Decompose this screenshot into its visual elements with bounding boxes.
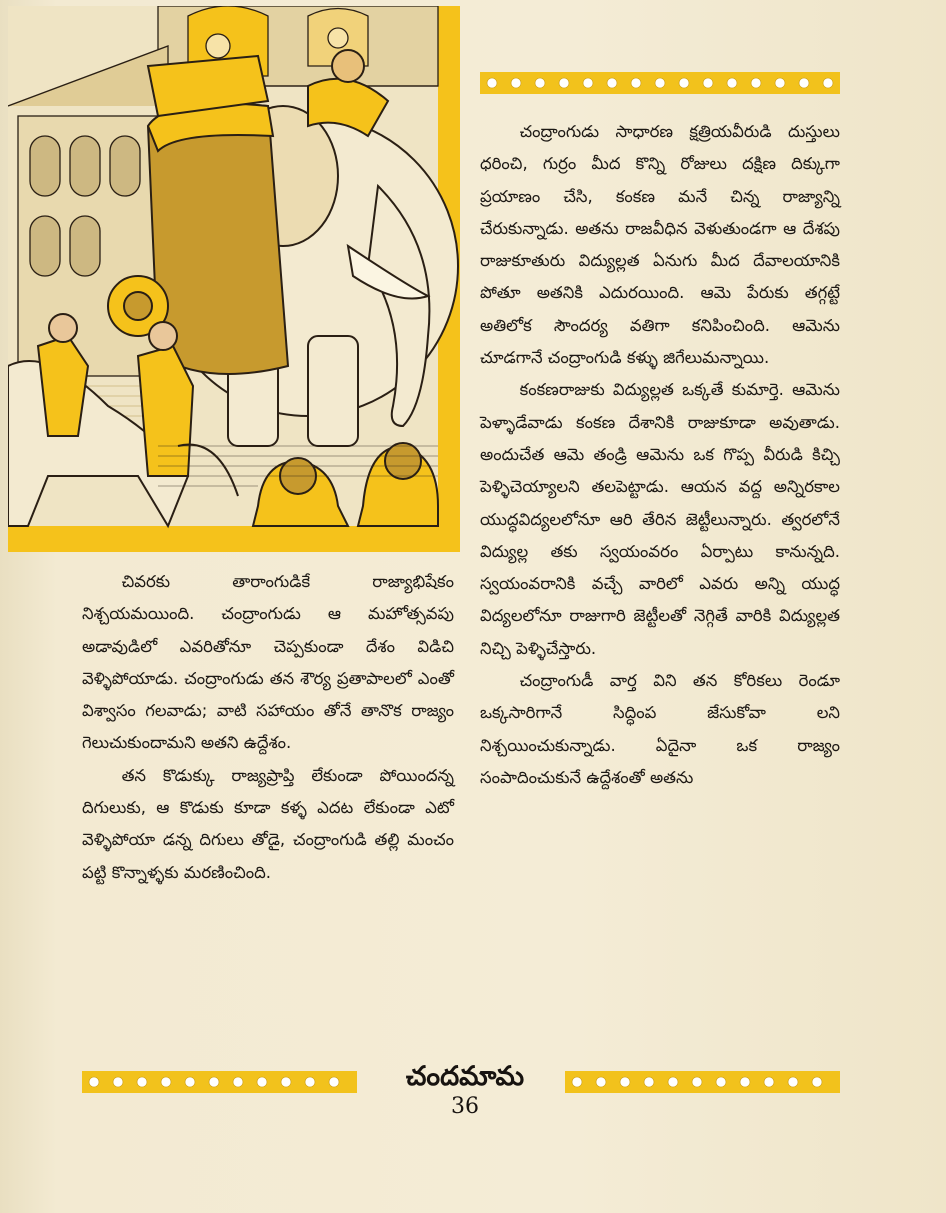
top-decorative-border — [480, 72, 840, 94]
right-paragraph-2: కంకణరాజుకు విద్యుల్లత ఒక్కతే కుమార్తె. ఆమెను పెళ్ళాడేవాడు కంకణ దేశానికి రాజుకూడా అవుతాడు. అందుచేత ఆమె తండ్రి ఆమెను ఒక గొప్ప వీరుడి కిచ్చి పెళ్ళిచెయ్యాలని తలపెట్టాడు. ఆయన వద్ద అన్నిరకాల యుద్ధవిద్యలలోనూ ఆరి తేరిన జెట్టీలున్నారు. త్వరలోనే విద్యుల్ల తకు స్వయంవరం ఏర్పాటు కానున్నది. స్వయంవరానికి వచ్చే వారిలో ఎవరు అన్ని యుద్ధ విద్యలలోనూ రాజుగారి జెట్టీలతో నెగ్గితే వారికి విద్యుల్లత నిచ్చి పెళ్ళిచేస్తారు. — [480, 380, 840, 658]
page-number: 36 — [451, 1094, 479, 1119]
left-paragraph-2: తన కొడుక్కు రాజ్యప్రాప్తి లేకుండా పోయిందన్న దిగులుకు, ఆ కొడుకు కూడా కళ్ళ ఎదట లేకుండా ఎటో వెళ్ళిపోయా డన్న దిగులు తోడై, చంద్రాంగుడి తల్లి మంచం పట్టి కొన్నాళ్ళకు మరణించింది. — [82, 765, 454, 882]
magazine-title: చందమామ — [405, 1061, 525, 1092]
right-paragraph-1: చంద్రాంగుడు సాధారణ క్షత్రియవీరుడి దుస్తులు ధరించి, గుర్రం మీద కొన్ని రోజులు దక్షిణ దిక్కుగా ప్రయాణం చేసి, కంకణ మనే చిన్న రాజ్యాన్ని చేరుకున్నాడు. అతను రాజవీధిన వెళుతుండగా ఆ దేశపు రాజుకూతురు విద్యుల్లత ఏనుగు మీద దేవాలయానికి పోతూ అతనికి ఎదురయింది. ఆమె పేరుకు తగ్గట్టే అతిలోక సౌందర్య వతిగా కనిపించింది. ఆమెను చూడగానే చంద్రాంగుడి కళ్ళు జిగేలుమన్నాయి. — [480, 122, 840, 368]
footer-border-left — [82, 1071, 357, 1093]
right-text-column — [480, 116, 840, 794]
left-text-column — [82, 566, 454, 889]
left-paragraph-1: చివరకు తారాంగుడికే రాజ్యాభిషేకం నిశ్చయమయింది. చంద్రాంగుడు ఆ మహోత్సవపు అడావుడిలో ఎవరితోనూ చెప్పకుండా దేశం విడిచి వెళ్ళిపోయాడు. చంద్రాంగుడు తన శౌర్య ప్రతాపాలలో ఎంతో విశ్వాసం గలవాడు; వాటి సహాయం తోనే తానొక రాజ్యం గెలుచుకుందామని అతని ఉద్దేశం. — [82, 572, 454, 753]
elephant-procession-illustration — [8, 6, 460, 552]
footer-border-right — [565, 1071, 840, 1093]
right-paragraph-3: చంద్రాంగుడీ వార్త విని తన కోరికలు రెండూ ఒక్కసారిగానే సిద్ధింప జేసుకోవా లని నిశ్చయించుకున్నాడు. ఏదైనా ఒక రాజ్యం సంపాదించుకునే ఉద్దేశంతో అతను — [480, 671, 840, 787]
